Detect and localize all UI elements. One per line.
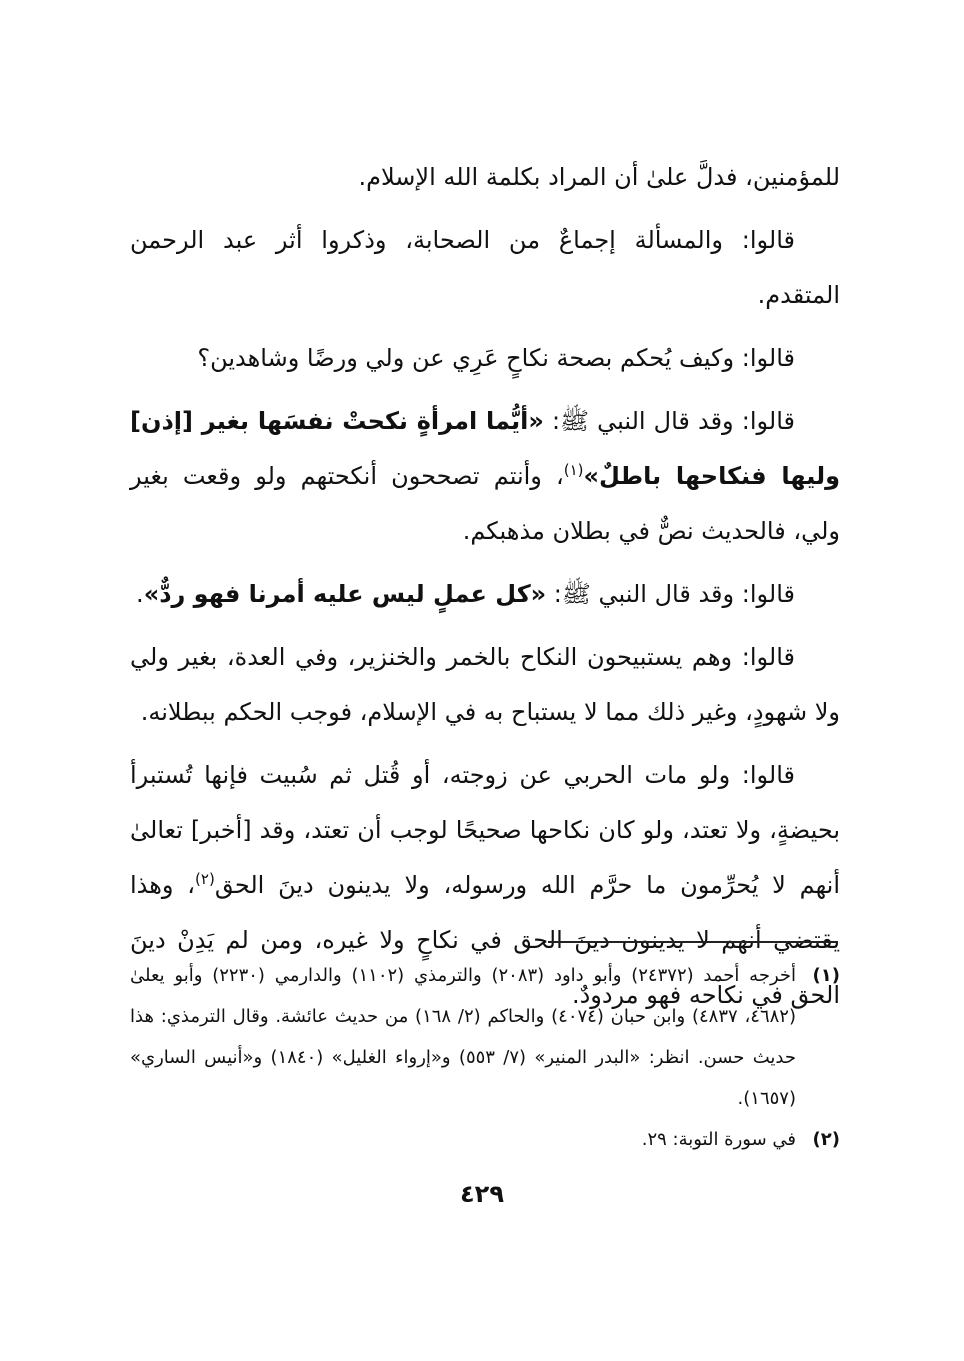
footnote-divider xyxy=(548,941,838,943)
footnote xyxy=(130,955,840,1119)
paragraph xyxy=(130,150,840,205)
hadith-quote: «كل عملٍ ليس عليه أمرنا فهو ردٌّ» xyxy=(143,580,547,608)
paragraph-text: قالوا: وقد قال النبي ﷺ: xyxy=(543,407,795,435)
footnote-number: (١) xyxy=(812,965,840,986)
paragraph xyxy=(130,394,840,559)
paragraph xyxy=(130,213,840,323)
paragraph-text: . xyxy=(136,580,144,608)
main-text xyxy=(130,150,840,1031)
paragraph xyxy=(130,331,840,386)
paragraph-text: قالوا: والمسألة إجماعٌ من الصحابة، وذكروا أثر عبد الرحمن المتقدم. xyxy=(130,226,840,309)
footnote xyxy=(130,1119,840,1160)
footnote-reference[interactable]: (١) xyxy=(563,461,584,479)
footnotes xyxy=(130,955,840,1160)
paragraph-text: ، وهذا يقتضي أنهم لا يدينون دينَ الحق في نكاحٍ ولا غيره، ومن لم يَدِنْ دينَ الحق في نكاحه فهو مردودٌ. xyxy=(130,871,840,1009)
paragraph xyxy=(130,567,840,622)
footnote-number: (٢) xyxy=(812,1129,840,1150)
page-number: ٤٢٩ xyxy=(460,1180,504,1208)
paragraph-text: قالوا: وكيف يُحكم بصحة نكاحٍ عَرِي عن ولي ورضًا وشاهدين؟ xyxy=(197,344,795,372)
footnote-reference[interactable]: (٢) xyxy=(195,870,215,888)
paragraph-text: قالوا: ولو مات الحربي عن زوجته، أو قُتل ثم سُبيت فإنها تُستبرأ بحيضةٍ، ولا تعتد، ولو كان نكاحها صحيحًا لوجب أن تعتد، وقد [أخبر] تعالىٰ أنهم لا يُحرِّمون ما حرَّم الله ورسوله، ولا يدينون دينَ الحق xyxy=(130,761,840,899)
footnote-text: أخرجه أحمد (٢٤٣٧٢) وأبو داود (٢٠٨٣) والترمذي (١١٠٢) والدارمي (٢٢٣٠) وأبو يعلىٰ (٤٦٨٢، ٤٨٣٧) وابن حبان (٤٠٧٤) والحاكم (٢/ ١٦٨) من حديث عائشة. وقال الترمذي: هذا حديث حسن. انظر: «البدر المنير» (٧/ ٥٥٣) و«إرواء الغليل» (١٨٤٠) و«أنيس الساري» (١٦٥٧). xyxy=(130,965,797,1109)
paragraph-text: ، وأنتم تصححون أنكحتهم ولو وقعت بغير ولي، فالحديث نصٌّ في بطلان مذهبكم. xyxy=(130,462,840,545)
paragraph-text: للمؤمنين، فدلَّ علىٰ أن المراد بكلمة الله الإسلام. xyxy=(358,163,840,191)
paragraph xyxy=(130,630,840,740)
paragraph-text: قالوا: وهم يستبيحون النكاح بالخمر والخنزير، وفي العدة، بغير ولي ولا شهودٍ، وغير ذلك مما لا يستباح به في الإسلام، فوجب الحكم ببطلانه. xyxy=(130,643,840,726)
footnote-text: في سورة التوبة: ٢٩. xyxy=(641,1129,796,1150)
paragraph-text: قالوا: وقد قال النبي ﷺ: xyxy=(546,580,795,608)
hadith-quote: «أيُّما امرأةٍ نكحتْ نفسَها بغير [إذن] وليها فنكاحها باطلٌ» xyxy=(130,407,840,490)
